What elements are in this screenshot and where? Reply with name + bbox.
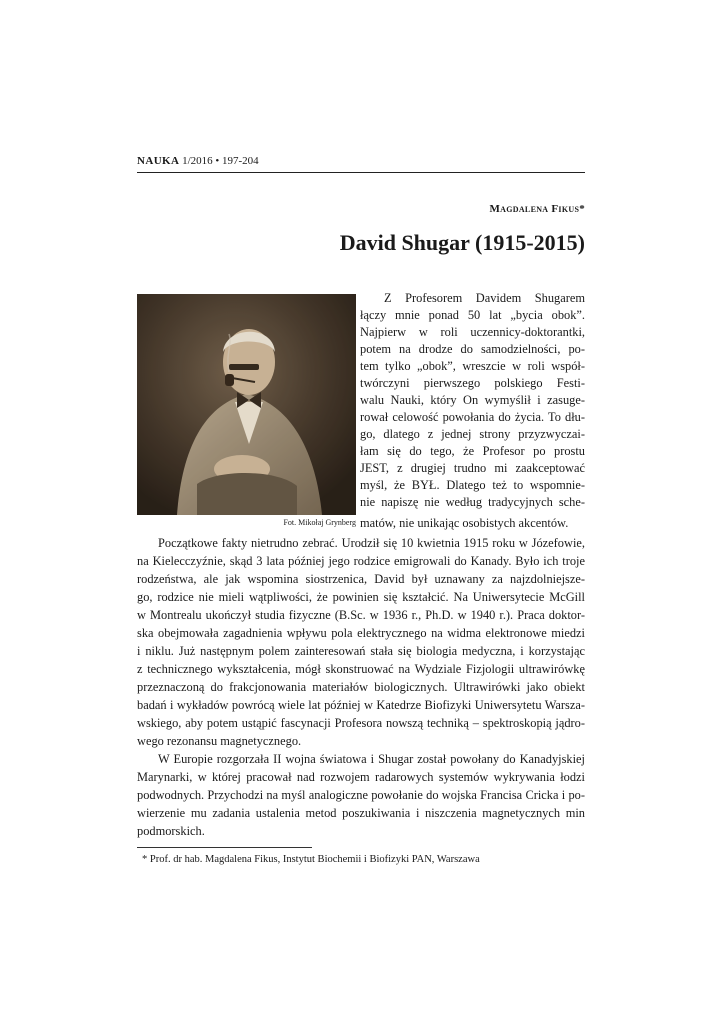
running-header — [137, 151, 585, 171]
text-line: tem tylko „obok”, wreszcie w roli współ- — [360, 359, 585, 373]
photo-caption: Fot. Mikołaj Grynberg — [283, 518, 356, 527]
text-line: Marynarki, w której pracował nad rozwojem radarowych systemów wykrywania łodzi — [137, 770, 585, 784]
text-line: na Kielecczyźnie, skąd 3 lata później jego rodzice emigrowali do Kanady. Było ich troje — [137, 554, 585, 568]
text-line: podmorskich. — [137, 824, 205, 838]
text-line: wskiego, aby potem ustąpić fascynacji Profesora nowszą techniką – spektroskopią jądro- — [137, 716, 585, 730]
text-line: ska obejmowała zagadnienia wpływu pola elektrycznego na widma elektronowe miedzi — [137, 626, 585, 640]
text-line: łączy mnie ponad 50 lat „bycia obok”. — [360, 308, 585, 322]
text-line: wego rezonansu magnetycznego. — [137, 734, 302, 748]
journal-name: NAUKA — [137, 155, 180, 167]
text-line: potem na drodze do samodzielności, po- — [360, 342, 585, 356]
text-line: Najpierw w roli uczennicy-doktorantki, — [360, 325, 585, 339]
author-name: Magdalena Fikus* — [489, 203, 585, 215]
text-line: i niklu. Już następnym polem zainteresowań stała się biologia medyczna, i korzystając — [137, 644, 585, 658]
text-line: matów, nie unikając osobistych akcentów. — [360, 516, 569, 530]
text-line: z technicznego wykształcenia, mógł skonstruować na Wydziale Fizjologii ultrawirówkę — [137, 662, 585, 676]
header-rule — [137, 172, 585, 173]
text-line: go, dlatego z jednej strony przyzwyczai- — [360, 427, 585, 441]
text-line: przeznaczoną do frakcjonowania materiałów biologicznych. Ultrawirówki jako obiekt — [137, 680, 585, 694]
portrait-photo — [137, 294, 356, 515]
text-line: myśl, że BYŁ. Dlatego też to wspomnie- — [360, 478, 585, 492]
header-bullet: • — [215, 155, 220, 167]
page-range: 197-204 — [222, 155, 259, 167]
text-line: W Europie rozgorzała II wojna światowa i Shugar został powołany do Kanadyjskiej — [158, 752, 585, 766]
text-line: rodzeństwa, ale jak wspomina siostrzenica, David był uznawany za najzdolniejsze- — [137, 572, 585, 586]
article-title: David Shugar (1915-2015) — [339, 230, 585, 255]
text-line: nie napiszę nie według tradycyjnych sche- — [360, 495, 585, 509]
text-line: go, rodzice nie mieli wątpliwości, że powinien się kształcić. Na Uniwersytecie McGill — [137, 590, 585, 604]
text-line: podwodnych. Przychodzi na myśl analogiczne powołanie do wojska Francisa Cricka i po- — [137, 788, 585, 802]
text-line: Początkowe fakty nietrudno zebrać. Urodził się 10 kwietnia 1915 roku w Józefowie, — [158, 536, 585, 550]
author-footnote: * Prof. dr hab. Magdalena Fikus, Instytut Biochemii i Biofizyki PAN, Warszawa — [142, 854, 480, 865]
text-line: rował celowość powołania do życia. To dłu- — [360, 410, 585, 424]
text-line: łam się do tego, że Profesor po prostu — [360, 444, 585, 458]
text-line: badań i wykładów powrócą wiele lat później w Katedrze Biofizyki Uniwersytetu Warsza- — [137, 698, 585, 712]
text-line: Z Profesorem Davidem Shugarem — [384, 291, 585, 305]
text-line: twórczyni pierwszego polskiego Festi- — [360, 376, 585, 390]
text-line: w Montrealu ukończył studia fizyczne (B.Sc. w 1936 r., Ph.D. w 1940 r.). Praca doktor- — [137, 608, 585, 622]
text-line: walu Nauki, który On wymyślił i zasuge- — [360, 393, 585, 407]
issue-number: 1/2016 — [182, 155, 213, 167]
footnote-rule — [137, 847, 312, 848]
text-line: wierzenie mu zadania ustalenia metod poszukiwania i niszczenia magnetycznych min — [137, 806, 585, 820]
text-line: JEST, z drugiej trudno mi zaakceptować — [360, 461, 585, 475]
